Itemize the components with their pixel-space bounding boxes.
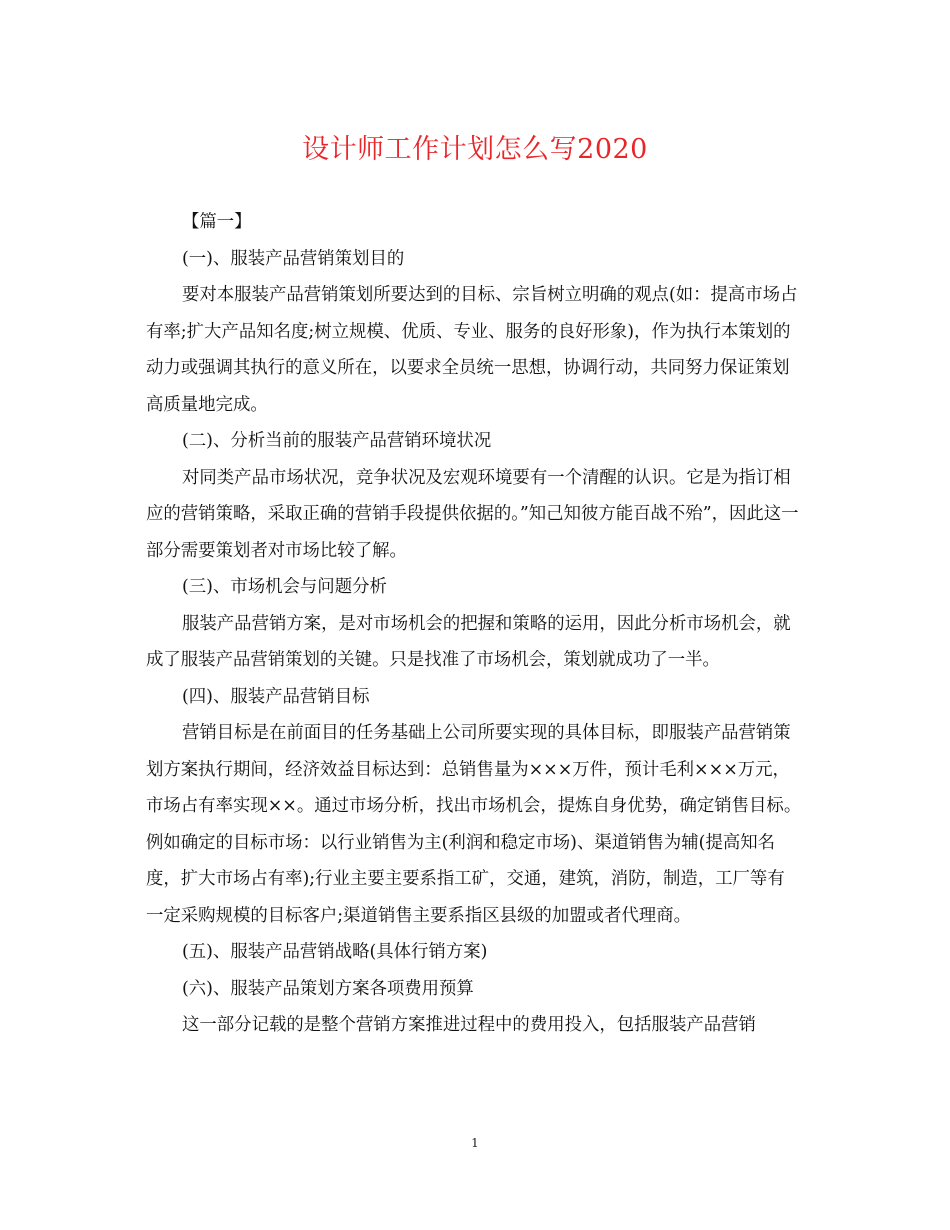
section-heading-6: (六)、服装产品策划方案各项费用预算 — [182, 978, 474, 999]
section-heading-3: (三)、市场机会与问题分析 — [182, 577, 387, 597]
body-paragraph-1: 要对本服装产品营销策划所要达到的目标、宗旨树立明确的观点(如：提高市场占有率;扩大产品知名度;树立规模、优质、专业、服务的良好形象)，作为执行本策划的动力或强调其执行的意义所在，以要求全员统一思想，协调行动，共同努力保证策划高质量地完成。 — [146, 285, 798, 415]
document-body — [146, 204, 802, 1044]
section-heading-4: (四)、服装产品营销目标 — [182, 686, 370, 707]
page-number: 1 — [471, 1136, 479, 1150]
document-title: 设计师工作计划怎么写2020 — [302, 134, 648, 165]
section-marker: 【篇一】 — [182, 212, 252, 232]
body-paragraph-4: 营销目标是在前面目的任务基础上公司所要实现的具体目标，即服装产品营销策划方案执行期间，经济效益目标达到：总销售量为×××万件，预计毛利×××万元，市场占有率实现××。通过市场分析，找出市场机会，提炼自身优势，确定销售目标。例如确定的目标市场：以行业销售为主(利润和稳定市场)、渠道销售为辅(提高知名度，扩大市场占有率);行业主要主要系指工矿，交通，建筑，消防，制造，工厂等有一定采购规模的目标客户;渠道销售主要系指区县级的加盟或者代理商。 — [146, 723, 802, 926]
section-heading-1: (一)、服装产品营销策划目的 — [182, 248, 405, 269]
body-paragraph-5: 这一部分记载的是整个营销方案推进过程中的费用投入，包括服装产品营销 — [182, 1015, 756, 1035]
section-heading-2: (二)、分析当前的服装产品营销环境状况 — [182, 431, 492, 451]
body-paragraph-3: 服装产品营销方案，是对市场机会的把握和策略的运用，因此分析市场机会，就成了服装产品营销策划的关键。只是找准了市场机会，策划就成功了一半。 — [146, 613, 791, 670]
section-heading-5: (五)、服装产品营销战略(具体行销方案) — [182, 942, 488, 962]
body-paragraph-2: 对同类产品市场状况，竞争状况及宏观环境要有一个清醒的认识。它是为指订相应的营销策略，采取正确的营销手段提供依据的。”知己知彼方能百战不殆”，因此这一部分需要策划者对市场比较了解。 — [146, 467, 799, 561]
